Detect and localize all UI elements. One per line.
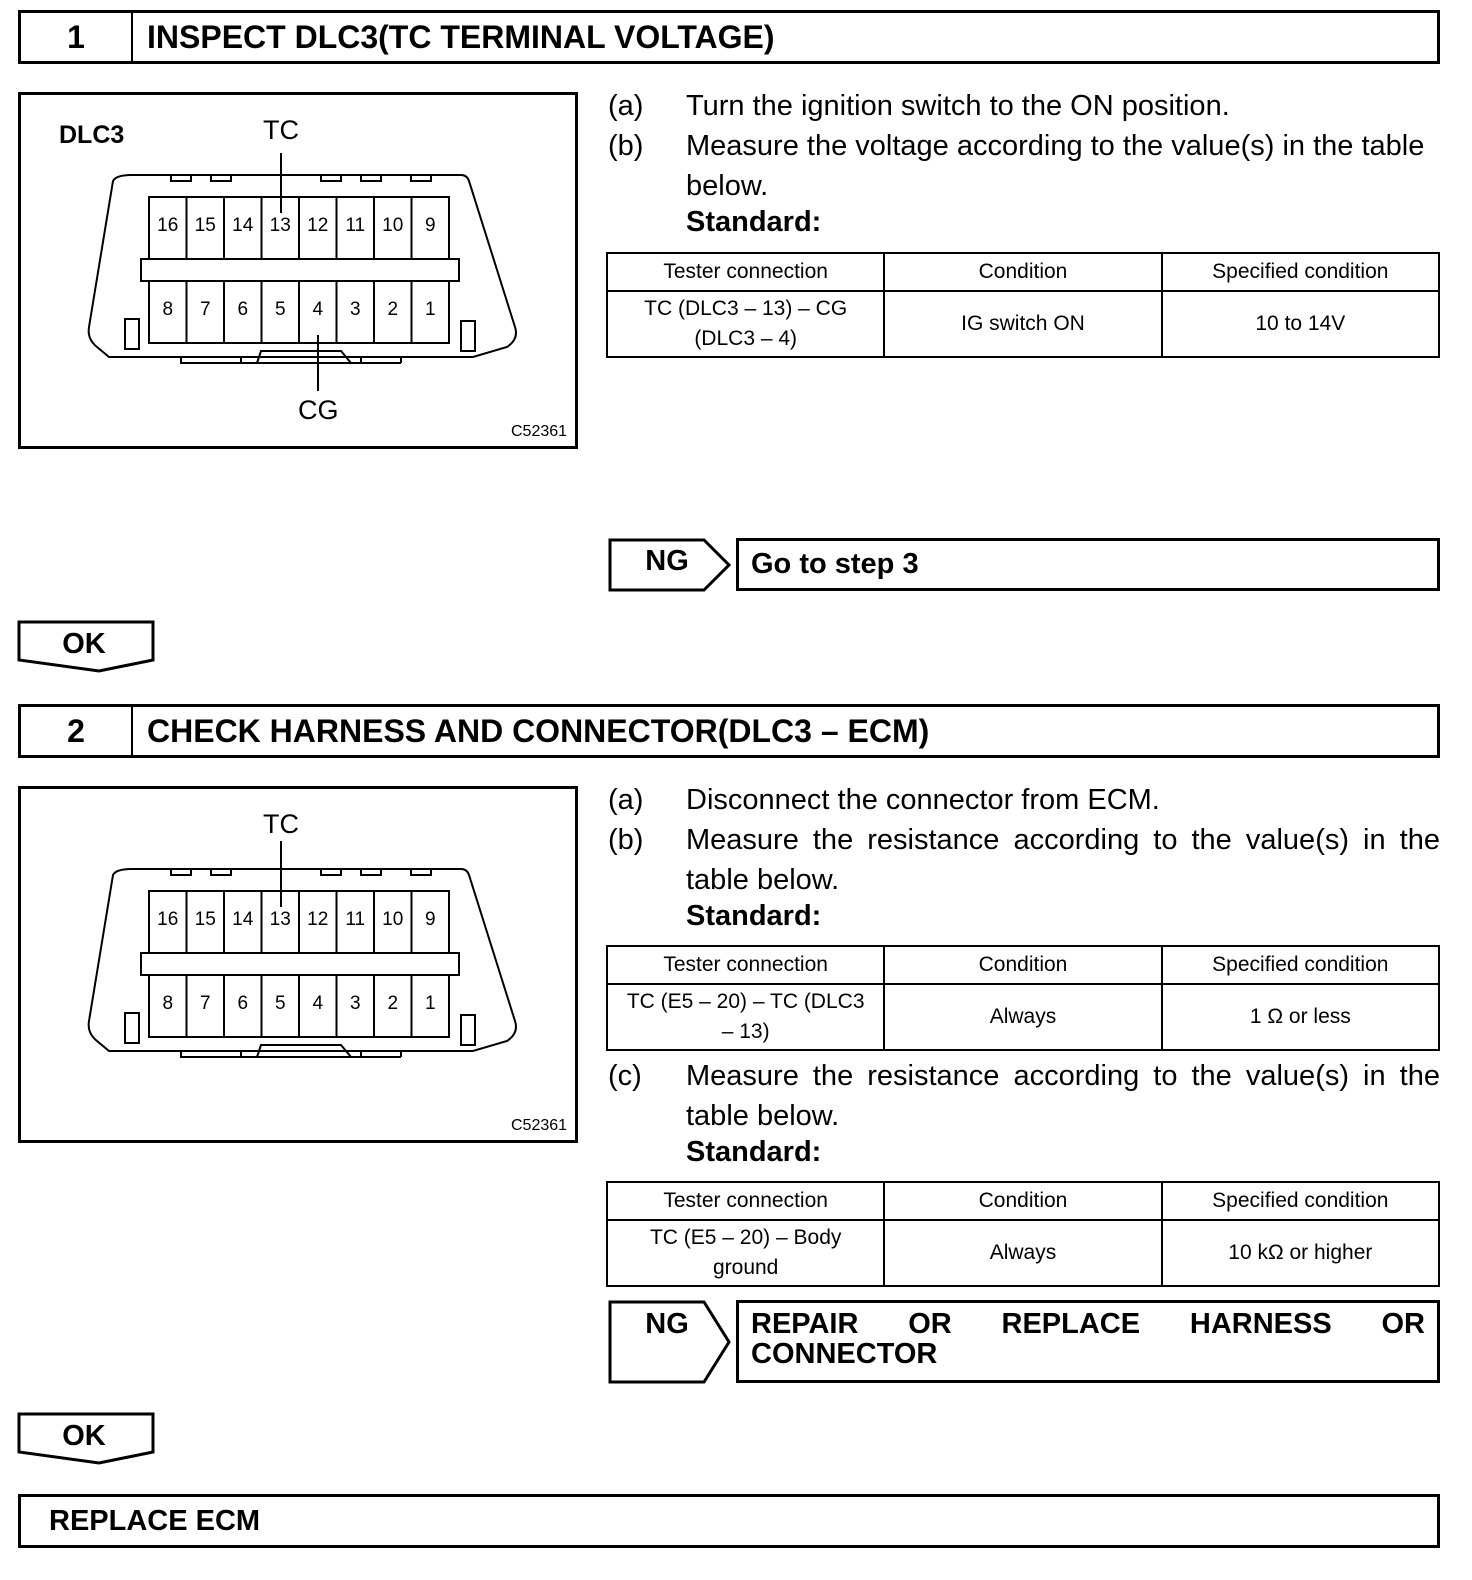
pin-number: 13 bbox=[269, 215, 291, 236]
tester-connection-line: – 13) bbox=[721, 1020, 770, 1043]
instruction-tag: (a) bbox=[608, 90, 644, 122]
pin-number: 13 bbox=[269, 909, 291, 930]
left-slot bbox=[125, 1013, 139, 1043]
tester-connection-line: TC (DLC3 – 13) – CG bbox=[644, 297, 848, 320]
pin-number: 10 bbox=[382, 909, 404, 930]
tc-label: TC bbox=[263, 809, 299, 839]
bottom-pin-numbers bbox=[149, 299, 449, 321]
pin-number: 11 bbox=[345, 215, 366, 236]
tester-connection-line: ground bbox=[712, 1256, 779, 1279]
instruction-tag: (b) bbox=[608, 824, 644, 856]
step1-ng-label: NG bbox=[645, 545, 689, 577]
instruction-tag: (b) bbox=[608, 130, 644, 162]
instruction-text: Turn the ignition switch to the ON position. bbox=[686, 90, 1230, 122]
step1-standard-label: Standard: bbox=[686, 206, 822, 238]
pin-number: 9 bbox=[424, 215, 436, 236]
step2-instruction-b-cont: table below. bbox=[686, 864, 840, 896]
right-slot bbox=[461, 1015, 475, 1045]
pin-number: 6 bbox=[237, 993, 249, 1014]
pin-number: 16 bbox=[157, 909, 179, 930]
table-row bbox=[607, 984, 1439, 1050]
instruction-text: Measure the voltage according to the value(s) in the table bbox=[686, 130, 1425, 162]
step1-instruction-b bbox=[608, 126, 1440, 166]
ng-action-word: REPLACE bbox=[1001, 1308, 1141, 1340]
final-action-box: REPLACE ECM bbox=[18, 1494, 1440, 1548]
step1-dlc3-figure bbox=[18, 92, 578, 449]
pin-number: 4 bbox=[312, 993, 324, 1014]
tester-connection-line: (DLC3 – 4) bbox=[694, 327, 798, 350]
pin-number: 16 bbox=[157, 215, 179, 236]
pin-number: 9 bbox=[424, 909, 436, 930]
pin-number: 1 bbox=[424, 299, 436, 320]
spec-cell: 1 Ω or less bbox=[1162, 984, 1439, 1050]
left-slot bbox=[125, 319, 139, 349]
ng-action-word: OR bbox=[908, 1308, 952, 1340]
pin-number: 5 bbox=[274, 299, 286, 320]
condition-cell: Always bbox=[884, 984, 1161, 1050]
table-row bbox=[607, 1220, 1439, 1286]
pin-number: 3 bbox=[349, 299, 361, 320]
table-row bbox=[607, 291, 1439, 357]
cg-label: CG bbox=[298, 395, 339, 425]
pin-number: 1 bbox=[424, 993, 436, 1014]
spec-cell: 10 to 14V bbox=[1162, 291, 1439, 357]
top-pin-numbers bbox=[149, 909, 449, 931]
step2-number: 2 bbox=[21, 707, 133, 755]
tester-connection-line: TC (E5 – 20) – TC (DLC3 bbox=[626, 990, 865, 1013]
pin-number: 2 bbox=[387, 993, 399, 1014]
pin-number: 3 bbox=[349, 993, 361, 1014]
step1-ok-label: OK bbox=[62, 628, 106, 660]
table-header: Tester connection bbox=[607, 253, 884, 291]
top-pin-numbers bbox=[149, 215, 449, 237]
step1-spec-table bbox=[606, 252, 1440, 358]
table-header: Condition bbox=[884, 946, 1161, 984]
tester-connection-cell bbox=[607, 291, 884, 357]
spec-cell: 10 kΩ or higher bbox=[1162, 1220, 1439, 1286]
ng-action-word: OR bbox=[1381, 1308, 1425, 1340]
pin-number: 8 bbox=[162, 299, 174, 320]
step2-instruction-c bbox=[608, 1056, 1440, 1096]
pin-number: 15 bbox=[194, 909, 216, 930]
step2-standard-label-1: Standard: bbox=[686, 900, 822, 932]
step1-instruction-a bbox=[608, 86, 1440, 126]
step2-spec-table-2 bbox=[606, 1181, 1440, 1287]
center-bar bbox=[141, 259, 459, 281]
pin-number: 7 bbox=[199, 299, 211, 320]
table-header: Specified condition bbox=[1162, 253, 1439, 291]
instruction-text: Disconnect the connector from ECM. bbox=[686, 784, 1160, 816]
instruction-tag: (c) bbox=[608, 1060, 642, 1092]
tc-label: TC bbox=[263, 115, 299, 145]
step2-ng-label: NG bbox=[645, 1308, 689, 1340]
pin-number: 14 bbox=[232, 909, 254, 930]
table-header: Condition bbox=[884, 253, 1161, 291]
right-slot bbox=[461, 321, 475, 351]
bottom-pin-numbers bbox=[149, 993, 449, 1015]
step1-instruction-b-cont: below. bbox=[686, 170, 769, 202]
step2-standard-label-2: Standard: bbox=[686, 1136, 822, 1168]
pin-number: 15 bbox=[194, 215, 216, 236]
pin-number: 8 bbox=[162, 993, 174, 1014]
pin-number: 10 bbox=[382, 215, 404, 236]
tester-connection-cell bbox=[607, 1220, 884, 1286]
tester-connection-line: TC (E5 – 20) – Body bbox=[649, 1226, 842, 1249]
step2-spec-table-1 bbox=[606, 945, 1440, 1051]
step2-dlc3-figure bbox=[18, 786, 578, 1143]
table-header: Specified condition bbox=[1162, 946, 1439, 984]
ng-action-word: REPAIR bbox=[751, 1308, 859, 1340]
step2-instruction-b bbox=[608, 820, 1440, 860]
pin-number: 6 bbox=[237, 299, 249, 320]
step2-header bbox=[18, 704, 1440, 758]
table-header: Condition bbox=[884, 1182, 1161, 1220]
table-header: Specified condition bbox=[1162, 1182, 1439, 1220]
instruction-text: Measure the resistance according to the value(s) in the bbox=[686, 824, 1440, 856]
pin-number: 12 bbox=[307, 215, 329, 236]
step2-ng-action bbox=[736, 1300, 1440, 1383]
pin-number: 11 bbox=[345, 909, 366, 930]
step1-ng-action: Go to step 3 bbox=[736, 538, 1440, 591]
table-header: Tester connection bbox=[607, 1182, 884, 1220]
dlc3-label: DLC3 bbox=[59, 121, 125, 149]
step2-title: CHECK HARNESS AND CONNECTOR(DLC3 – ECM) bbox=[147, 712, 930, 749]
ng-action-line-1 bbox=[751, 1309, 1425, 1339]
step2-instruction-a bbox=[608, 780, 1440, 820]
ng-action-line-2: CONNECTOR bbox=[751, 1338, 938, 1370]
pin-number: 14 bbox=[232, 215, 254, 236]
pin-number: 12 bbox=[307, 909, 329, 930]
instruction-tag: (a) bbox=[608, 784, 644, 816]
pin-number: 4 bbox=[312, 299, 324, 320]
pin-number: 5 bbox=[274, 993, 286, 1014]
figure-code: C52361 bbox=[511, 1117, 568, 1134]
pin-number: 2 bbox=[387, 299, 399, 320]
table-header: Tester connection bbox=[607, 946, 884, 984]
step1-title: INSPECT DLC3(TC TERMINAL VOLTAGE) bbox=[147, 18, 775, 55]
step2-ok-label: OK bbox=[62, 1420, 106, 1452]
dlc3-connector-diagram bbox=[21, 789, 575, 1140]
condition-cell: IG switch ON bbox=[884, 291, 1161, 357]
step2-instruction-c-cont: table below. bbox=[686, 1100, 840, 1132]
condition-cell: Always bbox=[884, 1220, 1161, 1286]
step1-number: 1 bbox=[21, 13, 133, 61]
center-bar bbox=[141, 953, 459, 975]
ng-action-word: HARNESS bbox=[1189, 1308, 1332, 1340]
tester-connection-cell bbox=[607, 984, 884, 1050]
step1-header bbox=[18, 10, 1440, 64]
figure-code: C52361 bbox=[511, 423, 568, 440]
pin-number: 7 bbox=[199, 993, 211, 1014]
instruction-text: Measure the resistance according to the value(s) in the bbox=[686, 1060, 1440, 1092]
